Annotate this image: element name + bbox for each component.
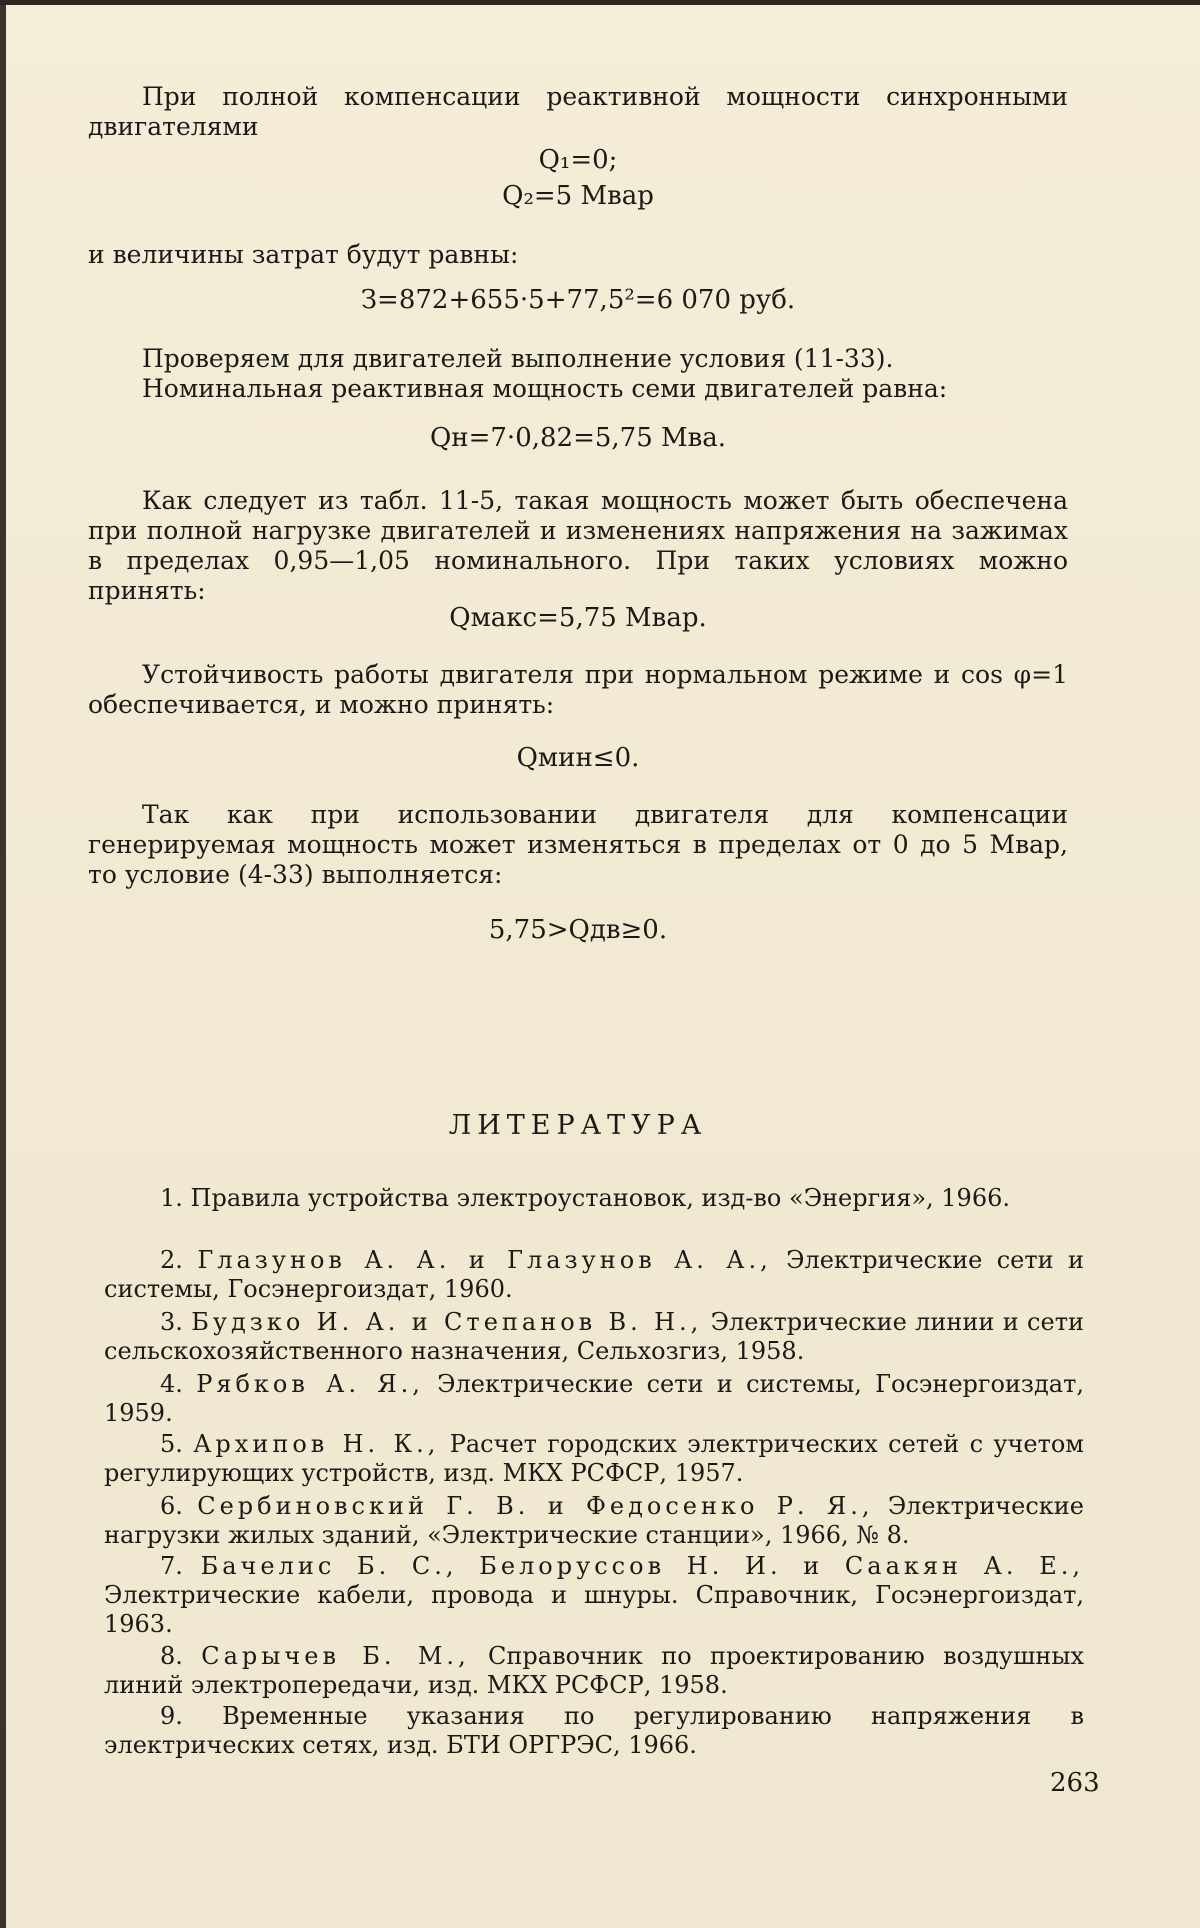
reference-text: Электрические линии и сети сельскохозяйственного назначения, Сельхозгиз, 1958.: [104, 1308, 1084, 1365]
formula-qmax: Qмакс=5,75 Мвар.: [449, 603, 707, 633]
reference-item: [104, 1492, 1084, 1550]
reference-authors: Глазунов А. А. и Глазунов А. А.,: [197, 1246, 772, 1274]
reference-item: [104, 1184, 1084, 1213]
formula-q1: Q₁=0;: [538, 145, 618, 175]
reference-authors: Сербиновский Г. В. и Федосенко Р. Я.,: [197, 1492, 874, 1520]
paragraph-check: Проверяем для двигателей выполнение условия (11-33).: [142, 344, 894, 373]
formula-q2: Q₂=5 Мвар: [502, 181, 654, 211]
reference-text: Электрические нагрузки жилых зданий, «Электрические станции», 1966, № 8.: [104, 1492, 1084, 1549]
paragraph-nominal: Номинальная реактивная мощность семи двигателей равна:: [142, 374, 948, 403]
paragraph-stability: Устойчивость работы двигателя при нормальном режиме и cos φ=1 обеспечивается, и можно принять:: [88, 660, 1068, 719]
reference-number: 7.: [160, 1552, 183, 1580]
reference-number: 2.: [160, 1246, 183, 1274]
reference-number: 9.: [160, 1702, 183, 1730]
reference-item: [104, 1702, 1084, 1760]
reference-text: Временные указания по регулированию напряжения в электрических сетях, изд. БТИ ОРГРЭС, 1966.: [104, 1702, 1084, 1759]
reference-number: 1.: [160, 1184, 183, 1212]
reference-item: [104, 1642, 1084, 1700]
formula-qmin: Qмин≤0.: [516, 743, 640, 773]
page-number: 263: [1050, 1768, 1100, 1798]
reference-item: [104, 1246, 1084, 1304]
reference-authors: Будзко И. А. и Степанов В. Н.,: [191, 1308, 703, 1336]
reference-text: Расчет городских электрических сетей с учетом регулирующих устройств, изд. МКХ РСФСР, 1957.: [104, 1430, 1084, 1487]
reference-item: [104, 1430, 1084, 1488]
reference-text: Электрические сети и системы, Госэнергоиздат, 1960.: [104, 1246, 1084, 1303]
paragraph-costs: и величины затрат будут равны:: [88, 240, 519, 269]
page-top-edge: [0, 0, 1200, 5]
formula-qn: Qн=7·0,82=5,75 Мва.: [429, 423, 727, 453]
reference-text: Справочник по проектированию воздушных линий электропередачи, изд. МКХ РСФСР, 1958.: [104, 1642, 1084, 1699]
reference-item: [104, 1370, 1084, 1428]
paragraph-condition: Так как при использовании двигателя для компенсации генерируемая мощность может изменяться в пределах от 0 до 5 Мвар, то условие (4-33) выполняется:: [88, 800, 1068, 889]
literature-heading: ЛИТЕРАТУРА: [448, 1110, 708, 1141]
reference-number: 8.: [160, 1642, 183, 1670]
reference-text: Электрические сети и системы, Госэнергоиздат, 1959.: [104, 1370, 1084, 1427]
formula-costs: З=872+655·5+77,5²=6 070 руб.: [360, 285, 796, 315]
reference-authors: Сарычев Б. М.,: [201, 1642, 470, 1670]
reference-text: Электрические кабели, провода и шнуры. Справочник, Госэнергоиздат, 1963.: [104, 1581, 1084, 1638]
reference-number: 5.: [160, 1430, 183, 1458]
reference-text: Правила устройства электроустановок, изд-во «Энергия», 1966.: [190, 1184, 1010, 1212]
reference-number: 4.: [160, 1370, 183, 1398]
reference-number: 3.: [160, 1308, 183, 1336]
reference-item: [104, 1552, 1084, 1639]
reference-item: [104, 1308, 1084, 1366]
reference-authors: Рябков А. Я.,: [196, 1370, 424, 1398]
reference-authors: Архипов Н. К.,: [193, 1430, 440, 1458]
page-left-edge: [0, 0, 6, 1928]
reference-authors: Бачелис Б. С., Белоруссов Н. И. и Саакян А. Е.,: [200, 1552, 1084, 1580]
paragraph-compensation: При полной компенсации реактивной мощности синхронными двигателями: [88, 82, 1068, 141]
reference-number: 6.: [160, 1492, 183, 1520]
formula-qdv: 5,75>Qдв≥0.: [488, 915, 668, 945]
paragraph-table: Как следует из табл. 11-5, такая мощность может быть обеспечена при полной нагрузке двигателей и изменениях напряжения на зажимах в пределах 0,95—1,05 номинального. При таких условиях можно принять:: [88, 486, 1068, 605]
